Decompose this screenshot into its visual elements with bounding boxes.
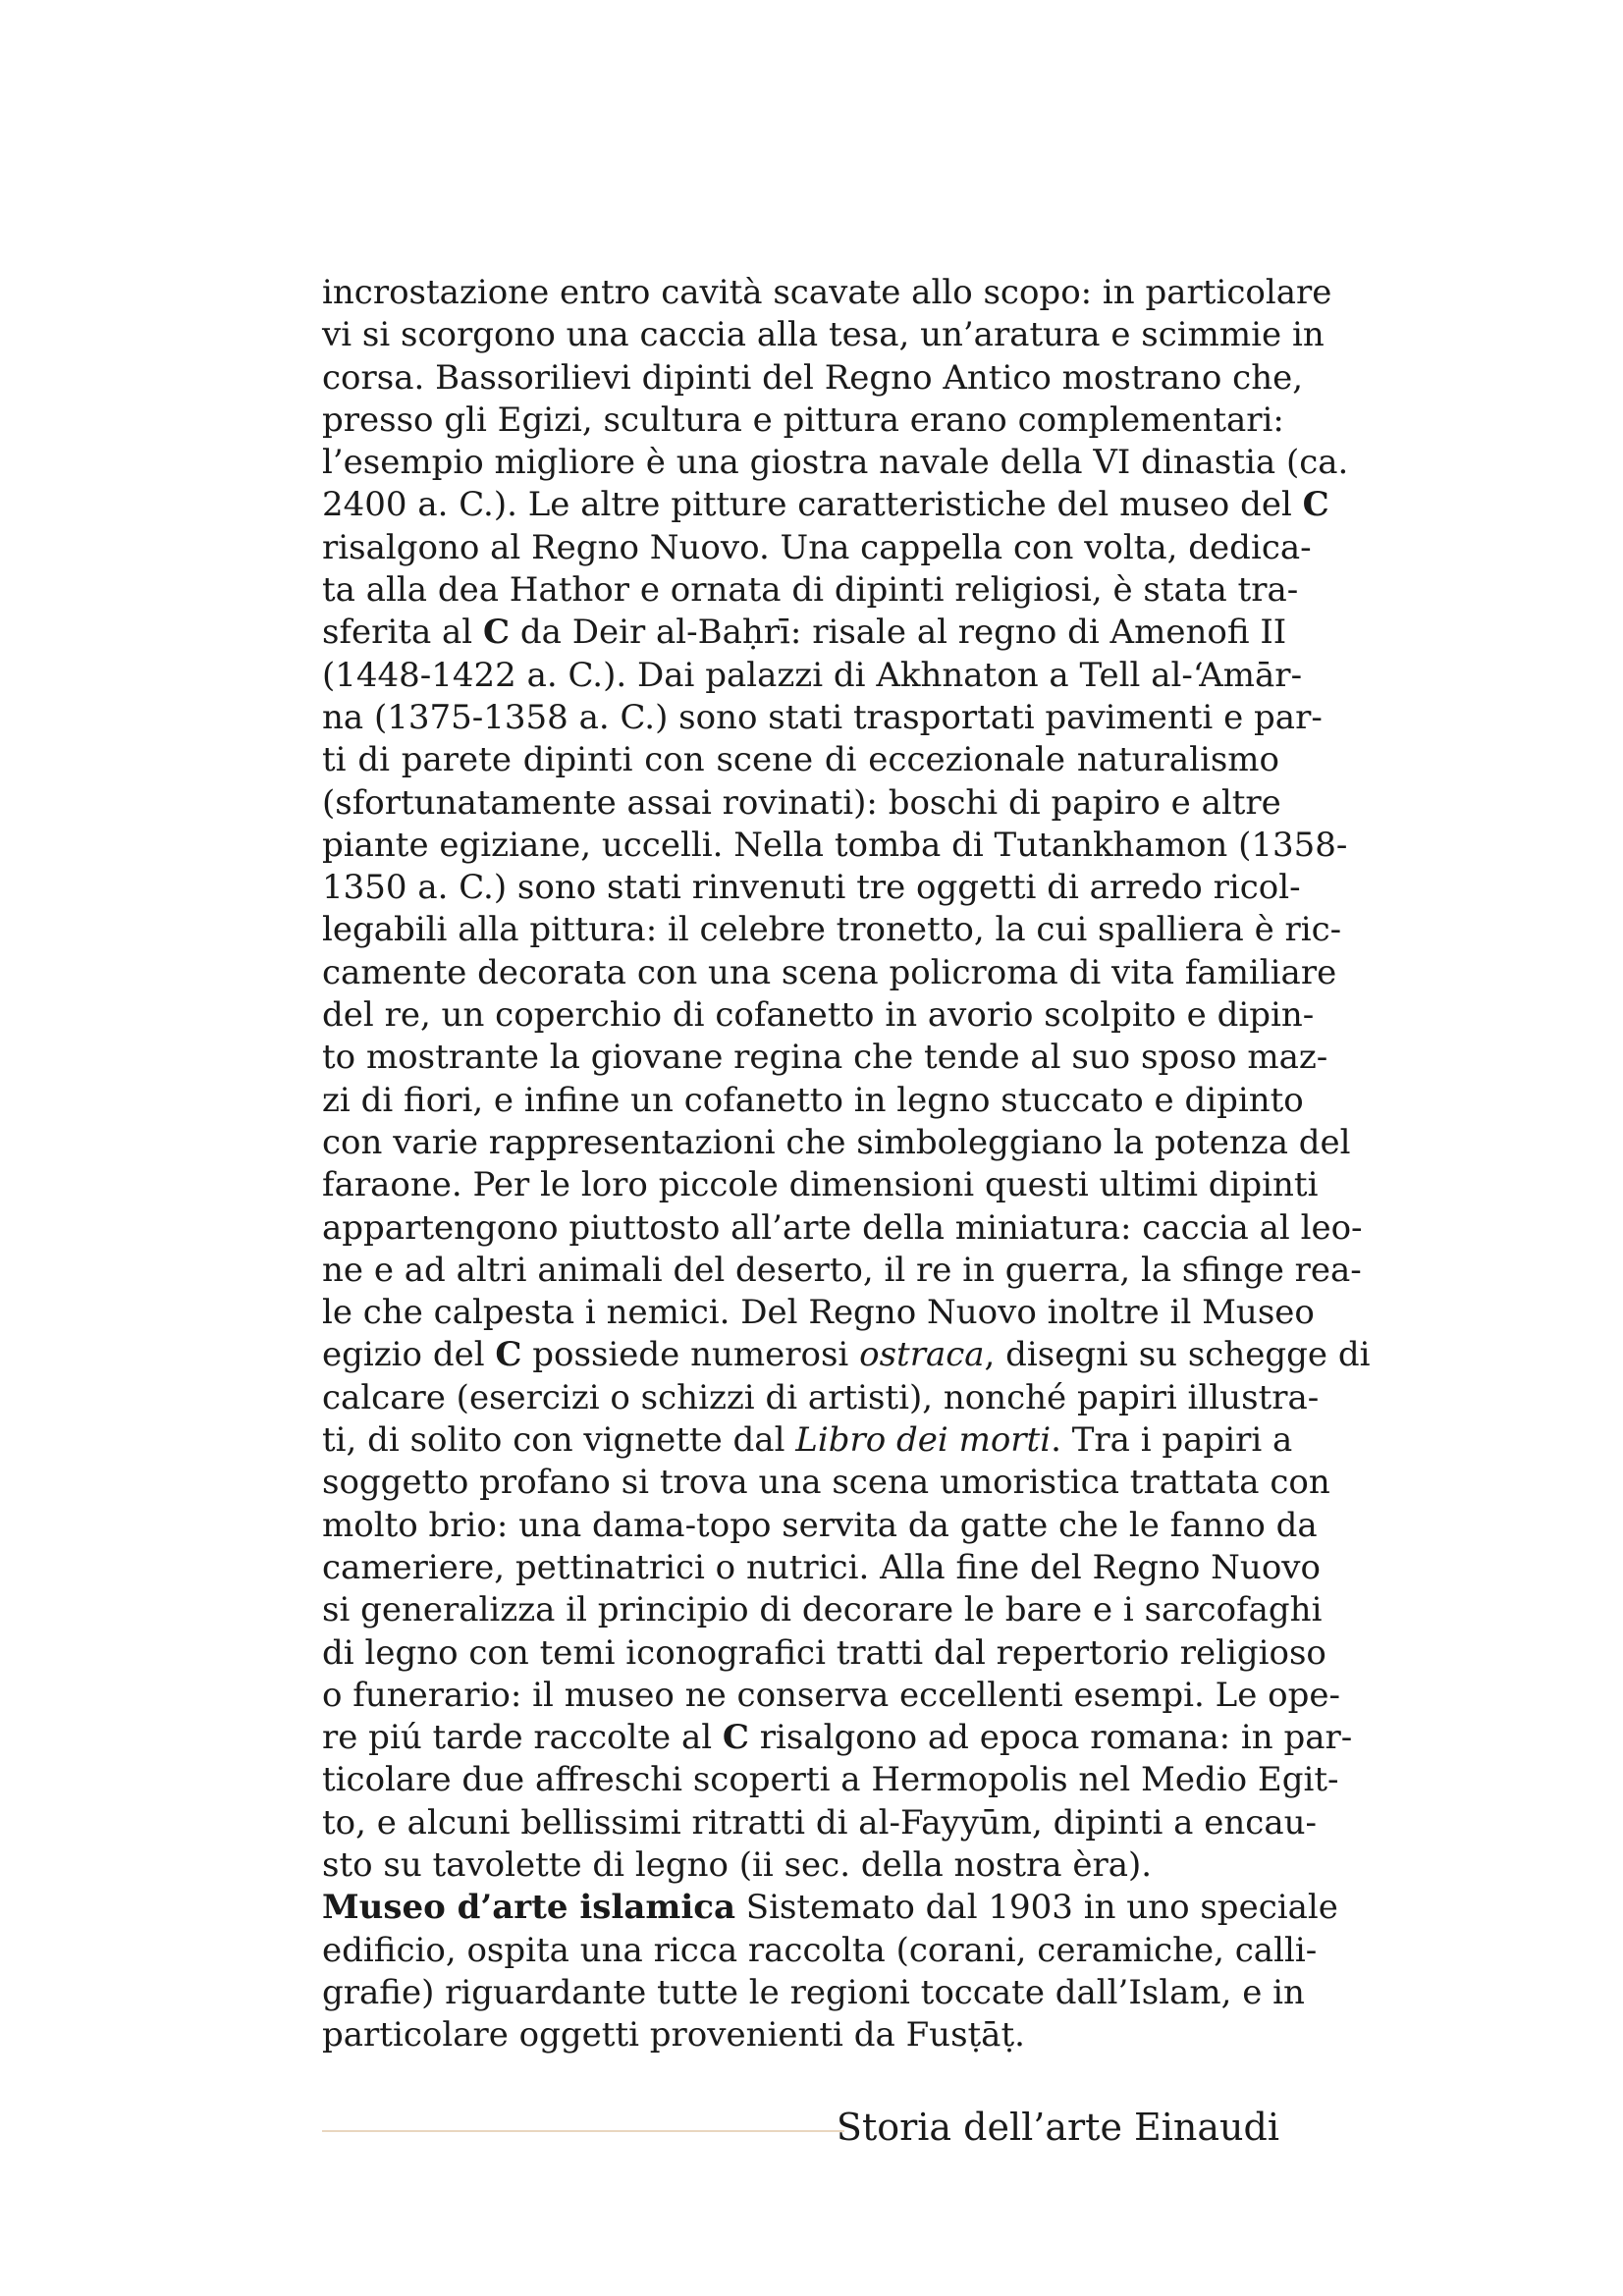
line-text: ti, di solito con vignette dal [322, 1420, 796, 1461]
text-line [322, 1589, 1323, 1631]
line-text: Sistemato dal 1903 in uno speciale [735, 1888, 1338, 1928]
line-text: cameriere, pettinatrici o nutrici. Alla fine del Regno Nuovo [322, 1547, 1321, 1587]
line-text: 1350 a. C.) sono stati rinvenuti tre oggetti di arredo ricol- [322, 868, 1301, 908]
text-line [322, 1377, 1320, 1419]
text-line [322, 1292, 1315, 1334]
line-text: egizio del [322, 1335, 496, 1375]
text-line [322, 1759, 1339, 1801]
line-text: legabili alla pittura: il celebre tronetto, la cui spalliera è ric- [322, 910, 1342, 950]
line-text: faraone. Per le loro piccole dimensioni questi ultimi dipinti [322, 1165, 1319, 1205]
text-line [322, 994, 1315, 1037]
line-text: na (1375-1358 a. C.) sono stati trasportati pavimenti e par- [322, 697, 1323, 737]
line-text: (sfortunatamente assai rovinati): boschi di papiro e altre [322, 782, 1281, 823]
line-text: risalgono al Regno Nuovo. Una cappella con volta, dedica- [322, 527, 1312, 567]
text-line [322, 1547, 1321, 1589]
line-text: calcare (esercizi o schizzi di artisti), nonché papiri illustra- [322, 1377, 1320, 1417]
footer-title: Storia dell’arte Einaudi [836, 2106, 1279, 2149]
line-text: le che calpesta i nemici. Del Regno Nuovo inoltre il Museo [322, 1293, 1315, 1333]
line-text: , disegni su schegge di [984, 1335, 1371, 1375]
bold-text: C [722, 1718, 749, 1758]
line-text: ta alla dea Hathor e ornata di dipinti religiosi, è stata tra- [322, 570, 1299, 611]
line-text: particolare oggetti provenienti da Fusṭāṭ. [322, 2015, 1025, 2056]
line-text: 2400 a. C.). Le altre pitture caratteristiche del museo del [322, 485, 1303, 525]
text-line [322, 1930, 1318, 1972]
line-text: . Tra i papiri a [1051, 1420, 1293, 1461]
text-line [322, 782, 1279, 825]
bold-text: C [1302, 485, 1329, 525]
line-text: zi di fiori, e infine un cofanetto in legno stuccato e dipinto [322, 1080, 1304, 1120]
line-text: grafie) riguardante tutte le regioni toccate dall’Islam, e in [322, 1972, 1305, 2012]
text-line [322, 1887, 1338, 1929]
text-line [322, 1505, 1318, 1547]
text-line [322, 739, 1279, 781]
text-line [322, 527, 1312, 569]
line-text: vi si scorgono una caccia alla tesa, un’aratura e scimmie in [322, 315, 1325, 355]
line-text: risalgono ad epoca romana: in par- [748, 1718, 1353, 1758]
text-line [322, 655, 1303, 697]
line-text: molto brio: una dama-topo servita da gatte che le fanno da [322, 1505, 1318, 1545]
text-line [322, 1122, 1351, 1164]
line-text: (1448-1422 a. C.). Dai palazzi di Akhnaton a Tell al-‘Amār- [322, 655, 1303, 695]
text-line [322, 1632, 1326, 1675]
text-line [322, 1844, 1279, 1887]
line-text: appartengono piuttosto all’arte della miniatura: caccia al leo- [322, 1207, 1363, 1248]
bold-text: C [495, 1335, 522, 1375]
text-line [322, 484, 1329, 526]
italic-text: ostraca [859, 1335, 985, 1375]
italic-text: Libro dei morti [795, 1420, 1052, 1461]
text-line [322, 1802, 1317, 1844]
text-line [322, 1080, 1304, 1122]
line-text: re piú tarde raccolte al [322, 1718, 723, 1758]
line-text: ne e ad altri animali del deserto, il re in guerra, la sfinge rea- [322, 1250, 1362, 1290]
body-text [322, 272, 1371, 2056]
text-line [322, 1250, 1362, 1292]
text-line [322, 952, 1337, 994]
text-line [322, 1717, 1353, 1759]
bold-text: Museo d’arte islamica [322, 1888, 735, 1928]
text-line [322, 825, 1348, 867]
bold-text: C [482, 613, 511, 653]
line-text: ti di parete dipinti con scene di eccezionale naturalismo [322, 740, 1279, 780]
text-line [322, 1972, 1305, 2014]
footer-rule [322, 2130, 844, 2132]
line-text: o funerario: il museo ne conserva eccellenti esempi. Le ope- [322, 1675, 1341, 1715]
text-line [322, 1419, 1293, 1462]
line-text: di legno con temi iconografici tratti dal repertorio religioso [322, 1632, 1326, 1673]
text-line [322, 1207, 1363, 1250]
text-line [322, 612, 1287, 654]
text-line [322, 1675, 1341, 1717]
line-text: presso gli Egizi, scultura e pittura erano complementari: [322, 400, 1284, 440]
line-text: sferita al [322, 613, 483, 653]
line-text: con varie rappresentazioni che simboleggiano la potenza del [322, 1122, 1351, 1162]
line-text: l’esempio migliore è una giostra navale della VI dinastia (ca. [322, 443, 1349, 483]
line-text: corsa. Bassorilievi dipinti del Regno Antico mostrano che, [322, 357, 1304, 398]
line-text: ticolare due affreschi scoperti a Hermopolis nel Medio Egit- [322, 1760, 1339, 1800]
line-text: da Deir al-Baḥrī: risale al regno di Amenofi II [510, 613, 1287, 653]
line-text: to mostrante la giovane regina che tende al suo sposo maz- [322, 1038, 1328, 1078]
text-line [322, 2014, 1279, 2056]
line-text: edificio, ospita una ricca raccolta (corani, ceramiche, calli- [322, 1930, 1318, 1970]
text-line [322, 1334, 1371, 1376]
text-line [322, 357, 1304, 400]
text-line [322, 314, 1325, 356]
line-text: piante egiziane, uccelli. Nella tomba di Tutankhamon (1358- [322, 825, 1348, 865]
text-line [322, 867, 1301, 909]
line-text: to, e alcuni bellissimi ritratti di al-Fayyūm, dipinti a encau- [322, 1802, 1317, 1842]
text-line [322, 442, 1349, 484]
text-line [322, 1462, 1330, 1504]
text-line [322, 1037, 1328, 1079]
text-line [322, 272, 1332, 314]
line-text: incrostazione entro cavità scavate allo scopo: in particolare [322, 273, 1332, 312]
text-line [322, 400, 1284, 442]
line-text: possiede numerosi [521, 1335, 860, 1375]
line-text: sto su tavolette di legno (ii sec. della nostra èra). [322, 1844, 1153, 1885]
text-line [322, 909, 1342, 951]
text-line [322, 1164, 1319, 1206]
line-text: soggetto profano si trova una scena umoristica trattata con [322, 1463, 1330, 1503]
text-line [322, 569, 1299, 612]
line-text: si generalizza il principio di decorare le bare e i sarcofaghi [322, 1590, 1323, 1630]
text-line [322, 697, 1323, 739]
line-text: del re, un coperchio di cofanetto in avorio scolpito e dipin- [322, 995, 1315, 1036]
line-text: camente decorata con una scena policroma di vita familiare [322, 952, 1337, 992]
